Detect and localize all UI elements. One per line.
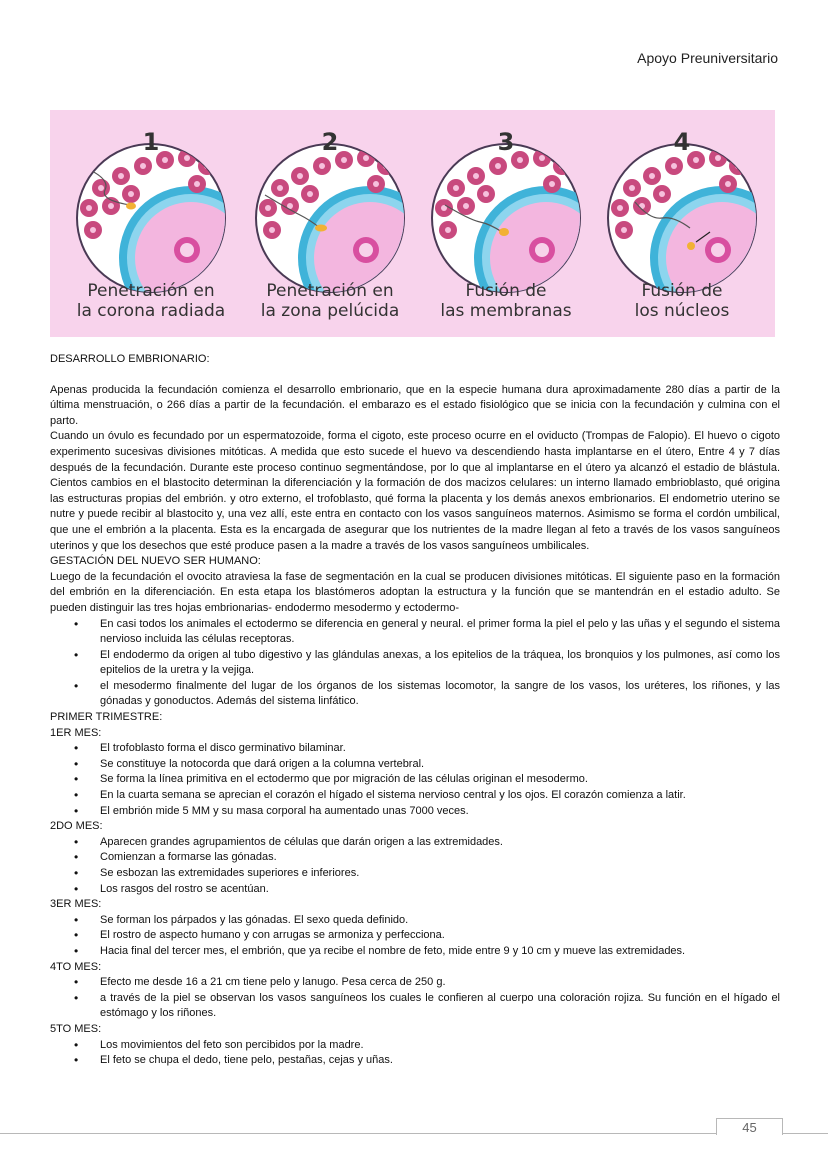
- footer-divider: [0, 1133, 828, 1134]
- section-title-trimestre: PRIMER TRIMESTRE:: [50, 711, 163, 724]
- stage-2-caption-line1: Penetración en: [266, 281, 394, 301]
- list-item: • El embrión mide 5 MM y su masa corporal ha aumentado unas 7000 veces.: [50, 804, 780, 820]
- list-item: • El rostro de aspecto humano y con arrugas se armoniza y perfecciona.: [50, 928, 780, 944]
- month-3-title: 3ER MES:: [50, 898, 102, 911]
- month-4-title: 4TO MES:: [50, 960, 102, 973]
- month-5-list: [50, 1038, 780, 1069]
- stage-1-number: 1: [142, 128, 160, 156]
- stage-1-caption-line1: Penetración en: [87, 281, 215, 301]
- month-2-list: [50, 835, 780, 897]
- stage-2-number: 2: [321, 128, 339, 156]
- stage-2-caption-line2: la zona pelúcida: [260, 301, 400, 321]
- list-item: • El endodermo da origen al tubo digestivo y las glándulas anexas, a los epitelios de la tráquea, los bronquios y los pulmones, así como los epitelios de la uretra y la vejiga.: [50, 648, 780, 679]
- list-item: • Hacia final del tercer mes, el embrión, que ya recibe el nombre de feto, mide entre 9 y 10 cm y mueve las extremidades.: [50, 944, 780, 960]
- list-item: • Se forman los párpados y las gónadas. El sexo queda definido.: [50, 913, 780, 929]
- section-title-desarrollo: DESARROLLO EMBRIONARIO:: [50, 353, 210, 365]
- month-3-list: [50, 913, 780, 960]
- stage-4-caption-line2: los núcleos: [634, 301, 730, 321]
- month-1-title: 1ER MES:: [50, 726, 102, 739]
- stage-3-number: 3: [497, 128, 515, 156]
- stage-3-caption-line1: Fusión de: [465, 281, 547, 301]
- list-item: • En la cuarta semana se aprecian el corazón el hígado el sistema nervioso central y los ojos. El corazón comienza a latir.: [50, 788, 780, 804]
- list-item: • El trofoblasto forma el disco germinativo bilaminar.: [50, 741, 780, 757]
- list-item: • Se constituye la notocorda que dará origen a la columna vertebral.: [50, 757, 780, 773]
- paragraph-desarrollo-intro: Apenas producida la fecundación comienza el desarrollo embrionario, que en la especie humana dura aproximadamente 280 días a partir de la última menstruación, o 266 días a partir de la fecundación. el embarazo es el estado fisiológico que se inicia con la fecundación y culmina con el parto.: [50, 383, 780, 427]
- list-item: • Los rasgos del rostro se acentúan.: [50, 882, 780, 898]
- list-item: • Comienzan a formarse las gónadas.: [50, 850, 780, 866]
- paragraph-segmentacion: Luego de la fecundación el ovocito atraviesa la fase de segmentación en la cual se producen divisiones mitóticas. El siguiente paso en la formación del embrión en la diferenciación. En esta etapa los blastómeros adoptan la estructura y la función que se mantendrán en el estadio adulto. Se pueden distinguir las tres hojas embrionarias- endodermo mesodermo y ectodermo-: [50, 570, 780, 614]
- section-title-gestacion: GESTACIÓN DEL NUEVO SER HUMANO:: [50, 555, 261, 568]
- month-4-list: [50, 975, 780, 1022]
- list-item: • Se forma la línea primitiva en el ectodermo que por migración de las células originan el mesodermo.: [50, 772, 780, 788]
- list-item: • En casi todos los animales el ectodermo se diferencia en general y neural. el primer forma la piel el pelo y las uñas y el segundo el sistema nervioso incluida las células receptoras.: [50, 617, 780, 648]
- paragraph-cigoto: Cuando un óvulo es fecundado por un espermatozoide, forma el cigoto, este proceso ocurre en el oviducto (Trompas de Falopio). El huevo o cigoto experimento sucesivas divisiones mitóticas. A medida que esto sucede el huevo va descendiendo hasta implantarse en el útero, Entre 4 y 7 días después de la fecundación. Durante este proceso continuo segmentándose, por lo que al implantarse en el útero ya alcanzó el estadio de blástula. Cientos cambios en el blastocito determinan la diferenciación y la formación de dos macizos celulares: un interno llamado embrioblasto, qué origina las estructuras propias del embrión. y otro externo, el trofoblasto, qué forma la placenta y los demás anexos embrionarios. El endometrio uterino se nutre y puede recibir al blastocito y, una vez allí, este entra en contacto con los vasos sanguíneos maternos. Asimismo se forma el cordón umbilical, que une el embrión a la placenta. Esta es la encargada de asegurar que los nutrientes de la madre llegan al feto a través de los vasos sanguíneos uterinos y que los desechos que esté produce pasen a la madre a través de los vasos sanguíneos umbilicales.: [50, 430, 780, 552]
- month-2-title: 2DO MES:: [50, 820, 103, 833]
- embryonic-layers-list: [50, 617, 780, 711]
- list-item: • Se esbozan las extremidades superiores e inferiores.: [50, 866, 780, 882]
- month-5-title: 5TO MES:: [50, 1022, 102, 1035]
- stage-1-caption-line2: la corona radiada: [76, 301, 226, 321]
- month-1-list: [50, 741, 780, 819]
- list-item: • Efecto me desde 16 a 21 cm tiene pelo y lanugo. Pesa cerca de 250 g.: [50, 975, 780, 991]
- stage-4-caption-line1: Fusión de: [641, 281, 723, 301]
- stage-3-caption-line2: las membranas: [440, 301, 572, 321]
- list-item: • Los movimientos del feto son percibidos por la madre.: [50, 1038, 780, 1054]
- page-number: 45: [716, 1118, 783, 1135]
- stage-4-number: 4: [673, 128, 691, 156]
- list-item: • Aparecen grandes agrupamientos de células que darán origen a las extremidades.: [50, 835, 780, 851]
- list-item: • El feto se chupa el dedo, tiene pelo, pestañas, cejas y uñas.: [50, 1053, 780, 1069]
- page-header: Apoyo Preuniversitario: [637, 50, 778, 66]
- fertilization-stages-illustration: [50, 110, 775, 337]
- list-item: • el mesodermo finalmente del lugar de los órganos de los sistemas locomotor, la sangre de los vasos, los uréteres, los riñones, y las gónadas y gonoductos. Además del sistema linfático.: [50, 679, 780, 710]
- document-body: [50, 352, 780, 1069]
- fertilization-figure: [50, 110, 775, 337]
- list-item: • a través de la piel se observan los vasos sanguíneos los cuales le confieren al cuerpo una coloración rojiza. Su función en el hígado el estómago y los riñones.: [50, 991, 780, 1022]
